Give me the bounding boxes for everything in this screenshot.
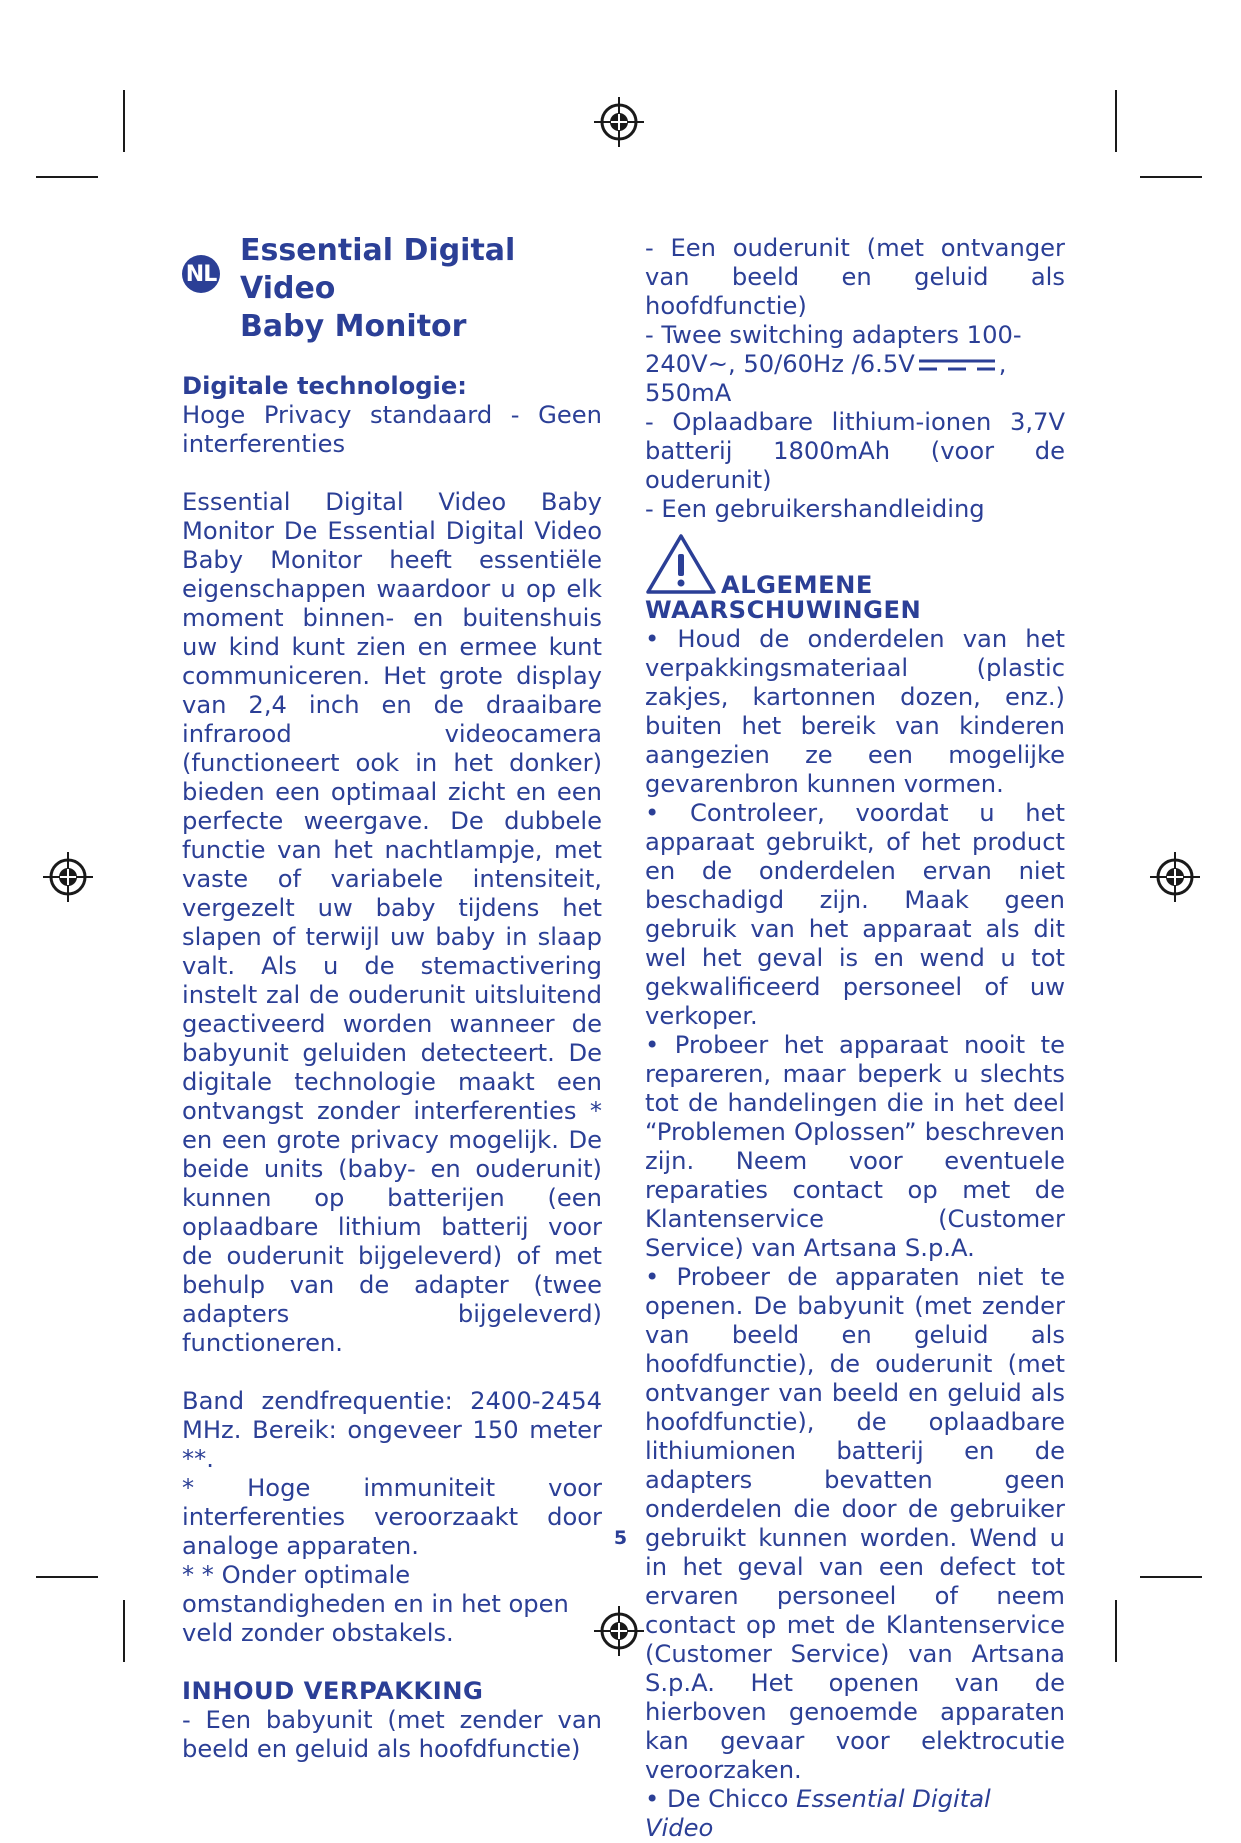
warnings-heading-text: WAARSCHUWINGEN [645, 596, 922, 624]
page-title [240, 232, 602, 346]
list-item: - Oplaadbare lithium-ionen 3,7V batterij 1800mAh (voor de ouderunit) [645, 408, 1065, 494]
list-item-text: , 550mA [645, 350, 1007, 407]
warning-item: • Controleer, voordat u het apparaat gebruikt, of het product en de onderdelen ervan niet beschadigd zijn. Maak geen gebruik van het apparaat als dit wel het geval is en wend u tot gekwalificeerd personeel of uw verkoper. [645, 799, 1065, 1030]
registration-mark-icon [1148, 850, 1202, 904]
product-name: Essential Digital Video [645, 1785, 991, 1842]
page-title-line: Essential Digital Video [240, 233, 516, 306]
footnote: * * Onder optimale omstandigheden en in het open veld zonder obstakels. [182, 1561, 569, 1647]
crop-mark [1115, 1600, 1117, 1662]
crop-mark [123, 1600, 125, 1662]
registration-mark-icon [41, 850, 95, 904]
list-item-text: - Twee switching adapters 100-240V~, 50/60Hz /6.5V [645, 321, 1022, 378]
footnote: * Hoge immuniteit voor interferenties veroorzaakt door analoge apparaten. [182, 1474, 602, 1560]
crop-mark [36, 1576, 98, 1578]
list-item [645, 321, 1065, 408]
crop-mark [36, 176, 98, 178]
warning-item-text: • De Chicco [645, 1785, 797, 1813]
warning-item [645, 1785, 1065, 1843]
registration-mark-icon [592, 95, 646, 149]
title-block [182, 232, 602, 346]
list-item: - Een ouderunit (met ontvanger van beeld en geluid als hoofdfunctie) [645, 234, 1065, 320]
page-number: 5 [613, 1527, 628, 1549]
warning-item: • Probeer het apparaat nooit te repareren, maar beperk u slechts tot de handelingen die in het deel “Problemen Oplossen” beschreven zijn. Neem voor eventuele reparaties contact op met de Klantenservice (Customer Service) van Artsana S.p.A. [645, 1031, 1065, 1262]
crop-mark [1115, 90, 1117, 152]
section-text: Hoge Privacy standaard - Geen interferenties [182, 401, 602, 458]
frequency-paragraph: Band zendfrequentie: 2400-2454 MHz. Bereik: ongeveer 150 meter **. [182, 1387, 602, 1473]
page-title-line: Baby Monitor [240, 309, 467, 344]
warning-triangle-icon [645, 532, 717, 596]
warnings-heading-text: ALGEMENE [721, 571, 873, 599]
list-item: - Een gebruikershandleiding [645, 495, 985, 523]
warning-item: • Probeer de apparaten niet te openen. De babyunit (met zender van beeld en geluid als hoofdfunctie), de ouderunit (met ontvanger van beeld en geluid als hoofdfunctie), de oplaadbare lithiumionen batterij en de adapters bevatten geen onderdelen die door de gebruiker gebruikt kunnen worden. Wend u in het geval van een defect tot ervaren personeel of neem contact op met de Klantenservice (Customer Service) van Artsana S.p.A. Het openen van de hierboven genoemde apparaten kan gevaar voor elektrocutie veroorzaken. [645, 1263, 1065, 1784]
warning-item: • Houd de onderdelen van het verpakkingsmateriaal (plastic zakjes, kartonnen dozen, enz.) buiten het bereik van kinderen aangezien ze een mogelijke gevarenbron kunnen vormen. [645, 625, 1065, 798]
list-item: - Een babyunit (met zender van beeld en geluid als hoofdfunctie) [182, 1706, 602, 1763]
language-badge: NL [182, 255, 220, 293]
right-column [645, 234, 1065, 1843]
section-heading: Digitale technologie: [182, 372, 467, 400]
warnings-heading [645, 532, 1065, 599]
dc-symbol-icon [915, 356, 999, 374]
crop-mark [1140, 1576, 1202, 1578]
section-heading: INHOUD VERPAKKING [182, 1677, 484, 1705]
crop-mark [1140, 176, 1202, 178]
crop-mark [123, 90, 125, 152]
intro-paragraph: Essential Digital Video Baby Monitor De Essential Digital Video Baby Monitor heeft essentiële eigenschappen waardoor u op elk moment binnen- en buitenshuis uw kind kunt zien en ermee kunt communiceren. Het grote display van 2,4 inch en de draaibare infrarood videocamera (functioneert ook in het donker) bieden een optimaal zicht en een perfecte weergave. De dubbele functie van het nachtlampje, met vaste of variabele intensiteit, vergezelt uw baby tijdens het slapen of terwijl uw baby in slaap valt. Als u de stemactivering instelt zal de ouderunit uitsluitend geactiveerd worden wanneer de babyunit geluiden detecteert. De digitale technologie maakt een ontvangst zonder interferenties * en een grote privacy mogelijk. De beide units (baby- en ouderunit) kunnen op batterijen (een oplaadbare lithium batterij voor de ouderunit bijgeleverd) of met behulp van de adapter (twee adapters bijgeleverd) functioneren. [182, 488, 602, 1357]
